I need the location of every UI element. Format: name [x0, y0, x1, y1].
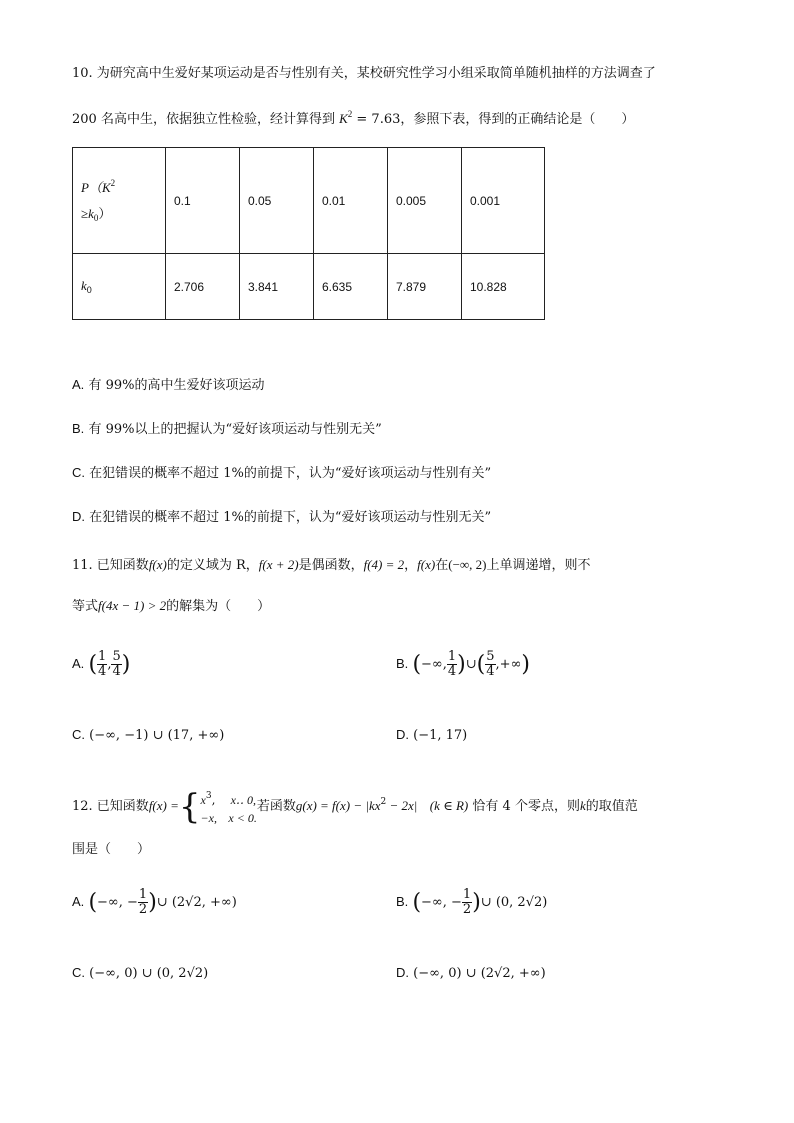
q11-option-a[interactable]: A. ( $\frac{1}{4}$ , $\frac{5}{4}$ ): [72, 649, 131, 679]
frac-den: 4: [486, 664, 495, 679]
option-label: C.: [72, 727, 85, 742]
k-value: = 7.63: [352, 112, 401, 127]
q11-text: 的定义域为 R，: [166, 558, 259, 573]
frac-num: 1: [447, 649, 457, 664]
table-header-k0: [73, 254, 166, 320]
k0-symbol: k: [81, 278, 87, 293]
q10-stem-text: 200 名高中生，依据独立性检验，经计算得到: [72, 112, 335, 127]
table-cell: 2.706: [166, 254, 240, 320]
table-cell: 0.05: [240, 148, 314, 254]
option-text: 在犯错误的概率不超过 1%的前提下，认为“爱好该项运动与性别无关”: [89, 510, 492, 525]
k-exponent: 2: [347, 109, 353, 119]
q11-text: 上单调递增，则不: [486, 558, 591, 573]
q11-text: 的解集为（ ）: [166, 599, 271, 614]
q11-text: 在: [435, 558, 449, 573]
table-cell: 0.005: [388, 148, 462, 254]
math-expr: ∪ (2√2, +∞): [156, 895, 237, 910]
case-exp: 3: [205, 790, 212, 801]
q11-text: 等式: [72, 599, 99, 614]
math-expr: ,+∞: [495, 657, 522, 672]
table-cell: 6.635: [314, 254, 388, 320]
q10-option-c[interactable]: [72, 462, 491, 481]
q12-text: 12. 已知函数: [72, 799, 149, 814]
table-cell: 7.879: [388, 254, 462, 320]
q10-stem-tail: ，参照下表，得到的正确结论是（ ）: [400, 112, 635, 127]
q12-stem-line2: 围是（ ）: [72, 842, 151, 857]
q11-option-d[interactable]: [396, 727, 467, 743]
table-cell: 0.001: [462, 148, 545, 254]
table-cell: 0.1: [166, 148, 240, 254]
q10-stem-line2: [72, 104, 634, 130]
math-expr: f(4) = 2: [363, 557, 405, 572]
union-symbol: ∪: [465, 657, 477, 672]
q11-text: 11. 已知函数: [72, 558, 149, 573]
option-text: (−∞, 0) ∪ (2√2, +∞): [413, 966, 546, 981]
frac-den: 4: [112, 664, 121, 679]
frac-num: 1: [98, 649, 107, 664]
math-expr: f(x) =: [148, 798, 179, 813]
k0-sub: 0: [86, 285, 92, 295]
case-cond: x‥ 0,: [230, 792, 256, 807]
p-ge: ≥: [81, 206, 89, 221]
option-label: B.: [72, 421, 85, 436]
frac-num: 1: [462, 887, 472, 902]
frac-num: 5: [112, 649, 121, 664]
frac-den: 2: [138, 902, 148, 917]
q11-option-c[interactable]: [72, 727, 224, 743]
option-text: (−∞, 0) ∪ (0, 2√2): [89, 966, 209, 981]
math-expr: (k ∈ R): [429, 798, 469, 813]
option-text: 在犯错误的概率不超过 1%的前提下，认为“爱好该项运动与性别有关”: [89, 466, 492, 481]
p-label: P（: [81, 180, 102, 195]
table-cell: 3.841: [240, 254, 314, 320]
q11-stem-line2: [72, 596, 270, 617]
q10-option-d[interactable]: [72, 506, 491, 525]
q11-text: 是偶函数，: [298, 558, 364, 573]
math-exp: 2: [380, 797, 387, 807]
q10-option-a[interactable]: [72, 374, 264, 393]
critical-value-table: [72, 147, 545, 320]
option-label: A.: [72, 894, 85, 909]
case-cond: x < 0.: [228, 810, 257, 825]
math-expr: (−∞, 2): [448, 557, 487, 572]
option-text: (−∞, −1) ∪ (17, +∞): [89, 728, 225, 743]
q12-option-c[interactable]: [72, 965, 208, 981]
k-symbol: K: [339, 111, 348, 126]
option-label: D.: [72, 509, 85, 524]
frac-den: 4: [447, 664, 457, 679]
frac-num: 5: [486, 649, 495, 664]
q12-option-a[interactable]: A. (−∞, − $\frac{1}{2}$ )∪ (2√2, +∞): [72, 887, 237, 917]
table-header-p: [73, 148, 166, 254]
math-expr: f(x): [417, 557, 436, 572]
math-expr: ∪ (0, 2√2): [480, 895, 548, 910]
q12-option-b[interactable]: B. (−∞, − $\frac{1}{2}$ )∪ (0, 2√2): [396, 887, 548, 917]
q12-option-d[interactable]: [396, 965, 546, 981]
case-expr: −x,: [200, 810, 217, 825]
table-row-k0: [73, 254, 545, 320]
option-label: D.: [396, 965, 409, 980]
q11-option-b[interactable]: B. (−∞, $\frac{1}{4}$ )∪( $\frac{5}{4}$ ,+∞): [396, 649, 530, 679]
p-k: K: [101, 180, 111, 195]
case-expr: x: [200, 792, 206, 807]
table-row-p: [73, 148, 545, 254]
table-cell: 0.01: [314, 148, 388, 254]
math-expr: f(x + 2): [258, 557, 299, 572]
q10-stem-line1: 10. 为研究高中生爱好某项运动是否与性别有关，某校研究性学习小组采取简单随机抽样的方法调查了: [72, 66, 656, 81]
option-label: C.: [72, 965, 85, 980]
math-expr: k: [579, 798, 586, 813]
p-k0-sub: 0: [93, 213, 99, 223]
table-cell: 10.828: [462, 254, 545, 320]
q12-stem-line1: 12. 已知函数$f(x) =\{x^3$, x‥ 0, −x, x < 0.若函数$g(x) = f(x) - |kx^2 - 2x|$ (k ∈ R) 恰有 4 个零点，则k的取值范: [72, 786, 638, 827]
q12-text: 恰有 4 个零点，则: [472, 799, 580, 814]
frac-num: 1: [138, 887, 148, 902]
q11-text: ，: [404, 558, 418, 573]
math-expr: g(x) = f(x) − |kx: [295, 798, 381, 813]
option-label: B.: [396, 656, 409, 671]
math-expr: −∞, −: [97, 895, 138, 910]
option-label: D.: [396, 727, 409, 742]
piecewise-cases: $x^3$, x‥ 0, −x, x < 0.: [200, 790, 257, 825]
q12-text: 的取值范: [585, 799, 638, 814]
p-close: ）: [98, 206, 112, 221]
option-text: 有 99%以上的把握认为“爱好该项运动与性别无关”: [88, 422, 382, 437]
option-text: 有 99%的高中生爱好该项运动: [88, 378, 265, 393]
p-k0: k: [88, 206, 94, 221]
q10-option-b[interactable]: [72, 418, 382, 437]
math-expr: −∞,: [421, 657, 447, 672]
q12-text: 若函数: [256, 799, 296, 814]
option-text: (−1, 17): [413, 728, 468, 743]
math-expr: − 2x|: [386, 798, 418, 813]
option-label: A.: [72, 377, 85, 392]
option-label: C.: [72, 465, 85, 480]
math-expr: −∞, −: [421, 895, 462, 910]
q11-stem-line1: [72, 555, 591, 576]
math-expr: f(x): [148, 557, 167, 572]
option-label: B.: [396, 894, 409, 909]
frac-den: 2: [462, 902, 472, 917]
frac-den: 4: [98, 664, 107, 679]
option-label: A.: [72, 656, 85, 671]
math-expr: f(4x − 1) > 2: [98, 598, 167, 613]
p-k-exp: 2: [110, 178, 116, 188]
